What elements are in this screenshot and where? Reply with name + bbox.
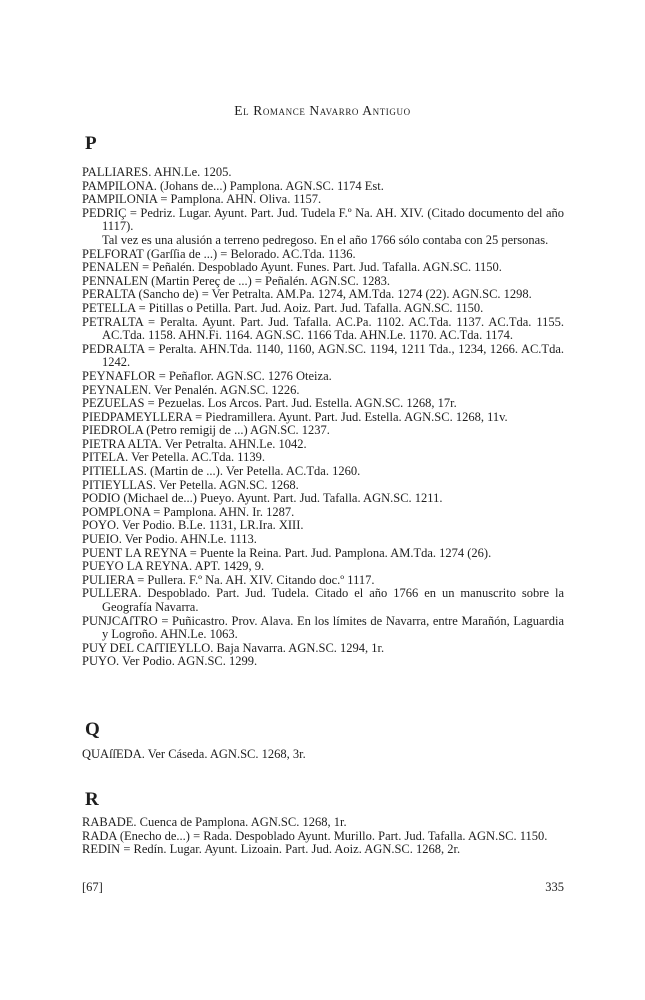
entry: RABADE. Cuenca de Pamplona. AGN.SC. 1268, 1r.: [82, 815, 347, 829]
entry: QUAſſEDA. Ver Cáseda. AGN.SC. 1268, 3r.: [82, 747, 306, 761]
entry: PUY DEL CAſTIEYLLO. Baja Navarra. AGN.SC. 1294, 1r.: [82, 640, 385, 655]
entry: PUEYO LA REYNA. APT. 1429, 9.: [82, 559, 265, 574]
entry: POYO. Ver Podio. B.Le. 1131, LR.Ira. XIII.: [82, 518, 304, 533]
entry: PITIELLAS. (Martin de ...). Ver Petella. AC.Tda. 1260.: [82, 464, 361, 479]
section-p: [82, 133, 564, 669]
section-q: [82, 719, 564, 762]
entry: PELFORAT (Garſſia de ...) = Belorado. AC.Tda. 1136.: [82, 246, 356, 261]
entry: PENALEN = Peñalén. Despoblado Ayunt. Funes. Part. Jud. Tafalla. AGN.SC. 1150.: [82, 260, 502, 275]
entry: POMPLONA = Pamplona. AHN. Ir. 1287.: [82, 504, 295, 519]
section-letter: R: [85, 789, 99, 810]
entry: RADA (Enecho de...) = Rada. Despoblado Ayunt. Murillo. Part. Jud. Tafalla. AGN.SC. 1150.: [82, 828, 548, 843]
entry: PEYNALEN. Ver Penalén. AGN.SC. 1226.: [82, 382, 300, 397]
entry: PETRALTA = Peralta. Ayunt. Part. Jud. Tafalla. AC.Pa. 1102. AC.Tda. 1137. AC.Tda. 1155. AC.Tda. 1158. AHN.Fi. 1164. AGN.SC. 1166 Tda. AHN.Le. 1170. AC.Tda. 1174.: [82, 314, 564, 343]
page-number: 335: [545, 880, 564, 894]
entry: PALLIARES. AHN.Le. 1205.: [82, 165, 232, 179]
entry: PERALTA (Sancho de) = Ver Petralta. AM.Pa. 1274, AM.Tda. 1274 (22). AGN.SC. 1298.: [82, 287, 532, 302]
entry: PIEDPAMEYLLERA = Piedramillera. Ayunt. Part. Jud. Estella. AGN.SC. 1268, 11v.: [82, 409, 508, 424]
entry: PEDRALTA = Peralta. AHN.Tda. 1140, 1160, AGN.SC. 1194, 1211 Tda., 1234, 1266. AC.Tda. 1242.: [82, 341, 564, 370]
entry: PUNJCAſTRO = Puñicastro. Prov. Alava. En los límites de Navarra, entre Marañón, Laguardia y Logroño. AHN.Le. 1063.: [82, 613, 564, 642]
entry: PUENT LA REYNA = Puente la Reina. Part. Jud. Pamplona. AM.Tda. 1274 (26).: [82, 545, 492, 560]
entry: PULIERA = Pullera. F.º Na. AH. XIV. Citando doc.º 1117.: [82, 572, 375, 587]
entry-list: [82, 816, 564, 857]
entry: PENNALEN (Martin Pereç de ...) = Peñalén. AGN.SC. 1283.: [82, 273, 391, 288]
entry: PITELA. Ver Petella. AC.Tda. 1139.: [82, 450, 265, 465]
entry: PETELLA = Pitillas o Petilla. Part. Jud. Aoiz. Part. Jud. Tafalla. AGN.SC. 1150.: [82, 300, 484, 315]
footer-folio: [67]: [82, 880, 103, 894]
entry: PIEDROLA (Petro remigij de ...) AGN.SC. 1237.: [82, 423, 330, 438]
entry: PAMPILONIA = Pamplona. AHN. Oliva. 1157.: [82, 192, 322, 207]
entry: PUYO. Ver Podio. AGN.SC. 1299.: [82, 654, 258, 669]
entry: Tal vez es una alusión a terreno pedregoso. En el año 1766 sólo contaba con 25 personas.: [102, 232, 549, 247]
entry: PITIEYLLAS. Ver Petella. AGN.SC. 1268.: [82, 477, 299, 492]
section-letter: Q: [85, 719, 100, 740]
entry: PEDRIÇ = Pedriz. Lugar. Ayunt. Part. Jud. Tudela F.º Na. AH. XIV. (Citado documento del año 1117).: [82, 205, 564, 234]
entry: PEZUELAS = Pezuelas. Los Arcos. Part. Jud. Estella. AGN.SC. 1268, 17r.: [82, 396, 457, 411]
entry: PAMPILONA. (Johans de...) Pamplona. AGN.SC. 1174 Est.: [82, 178, 384, 193]
entry: PULLERA. Despoblado. Part. Jud. Tudela. Citado el año 1766 en un manuscrito sobre la Geografía Navarra.: [82, 586, 564, 614]
entry-list: [82, 748, 564, 762]
entry: PODIO (Michael de...) Pueyo. Ayunt. Part. Jud. Tafalla. AGN.SC. 1211.: [82, 491, 443, 506]
section-r: [82, 789, 564, 857]
entry: REDIN = Redín. Lugar. Ayunt. Lizoain. Part. Jud. Aoiz. AGN.SC. 1268, 2r.: [82, 842, 461, 857]
entry: PEYNAFLOR = Peñaflor. AGN.SC. 1276 Oteiza.: [82, 368, 332, 383]
entry: PUEIO. Ver Podio. AHN.Le. 1113.: [82, 532, 257, 547]
section-letter: P: [85, 133, 97, 154]
entry-list: [82, 166, 564, 669]
running-head: El Romance Navarro Antiguo: [234, 103, 411, 118]
entry: PIETRA ALTA. Ver Petralta. AHN.Le. 1042.: [82, 436, 307, 451]
